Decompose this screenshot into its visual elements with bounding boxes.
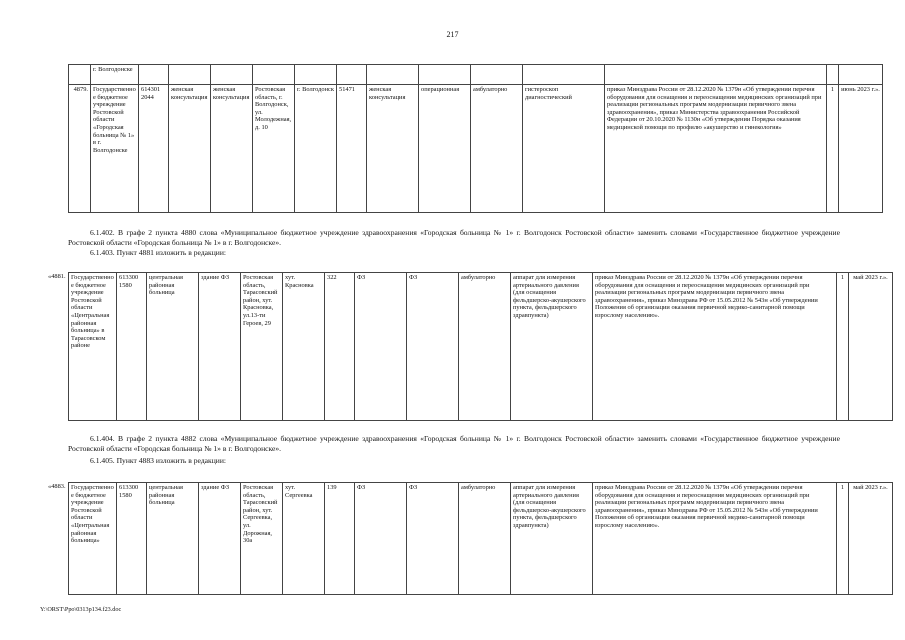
table-row-4881 (68, 272, 893, 421)
cell-equipment: гистероскоп диагностический (523, 85, 605, 213)
cell-department: женская консультация (367, 85, 419, 213)
cell-locality: хут. Красновка (283, 273, 325, 421)
cell-room: операционная (419, 85, 471, 213)
cell-equipment: аппарат для измерения артериального давления (для оснащения фельдшерско-акушерского пункта, фельдшерского здравпункта) (511, 483, 593, 595)
row-number: «4881. (48, 273, 66, 280)
cell-quantity: 1 (837, 483, 849, 595)
cell-mode: амбулаторно (459, 273, 511, 421)
table-row-4883 (68, 482, 893, 595)
cell-room: ФЗ (407, 273, 459, 421)
cell-date: май 2023 г.». (849, 483, 893, 595)
cell-quantity: 1 (837, 273, 849, 421)
cell-institution: Государственное бюджетное учреждение Ростовской области «Центральная районная больница» (69, 483, 117, 595)
cell-code: 614301 2044 (139, 85, 169, 213)
cell-number: 51471 (337, 85, 367, 213)
cell-number: 139 (325, 483, 355, 595)
cell-date: май 2023 г.». (849, 273, 893, 421)
paragraph-6-1-402: 6.1.402. В графе 2 пункта 4880 слова «Муниципальное бюджетное учреждение здравоохранения «Городская больница № 1» г. Волгодонск Ростовской области» заменить словами «Государственное бюджетное учреждение Ростовской области «Городская больница № 1» в г. Волгодонске». (68, 228, 840, 247)
cell-locality: хут. Сергеевка (283, 483, 325, 595)
cell-address: Ростовская область, Тарасовский район, хут. Красновка, ул.13-ти Героев, 29 (241, 273, 283, 421)
cell-mode: амбулаторно (471, 85, 523, 213)
cell-unit: центральная районная больница (147, 273, 199, 421)
cell-address: Ростовская область, г. Волгодонск, ул. Молодежная, д. 10 (253, 85, 295, 213)
cell-equipment: аппарат для измерения артериального давления (для оснащения фельдшерско-акушерского пункта, фельдшерского здравпункта) (511, 273, 593, 421)
cell-room: ФЗ (407, 483, 459, 595)
cell-building: здание ФЗ (199, 273, 241, 421)
cell-department: ФЗ (355, 483, 407, 595)
cell-code: 613300 1580 (117, 273, 147, 421)
paragraph-6-1-403: 6.1.403. Пункт 4881 изложить в редакции: (90, 248, 227, 257)
cell-institution: Государственное бюджетное учреждение Ростовской области «Городская больница № 1» в г. Волгодонске (91, 85, 139, 213)
cell-date: июнь 2023 г.». (839, 85, 883, 213)
footer-file-path: Y:\ORST\Ppo\0313p134.f23.doc (40, 606, 122, 613)
cell-order: приказ Минздрава России от 28.12.2020 № 1379н «Об утверждении перечня оборудования для оснащения и переоснащения медицинских организаций при реализации региональных программ модернизации первичного звена здравоохранения», приказ Минздрава РФ от 15.05.2012 № 543н «Об утверждении Положения об организации оказания первичной медико-санитарной помощи взрослому населению». (593, 483, 837, 595)
cell-code: 613300 1580 (117, 483, 147, 595)
cell-quantity: 1 (827, 85, 839, 213)
cell-mode: амбулаторно (459, 483, 511, 595)
cell-building: женская консультация (211, 85, 253, 213)
paragraph-6-1-404: 6.1.404. В графе 2 пункта 4882 слова «Муниципальное бюджетное учреждение здравоохранения «Городская больница № 1» г. Волгодонск Ростовской области» заменить словами «Государственное бюджетное учреждение Ростовской области «Городская больница № 1» в г. Волгодонске». (68, 434, 840, 453)
cell-institution: Государственное бюджетное учреждение Ростовской области «Центральная районная больница» в Тарасовском районе (69, 273, 117, 421)
cell-building: здание ФЗ (199, 483, 241, 595)
paragraph-6-1-405: 6.1.405. Пункт 4883 изложить в редакции: (90, 456, 227, 465)
cell-unit: женская консультация (169, 85, 211, 213)
cell-department: ФЗ (355, 273, 407, 421)
table-row-4879 (68, 64, 883, 213)
cell-address: Ростовская область, Тарасовский район, хут. Сергеевка, ул. Дорожная, 30а (241, 483, 283, 595)
cell-order: приказ Минздрава России от 28.12.2020 № 1379н «Об утверждении перечня оборудования для оснащения и переоснащения медицинских организаций при реализации региональных программ модернизации первичного звена здравоохранения», приказ Министерства здравоохранения Российской Федерации от 20.10.2020 № 1130н «Об утверждении Порядка оказания медицинской помощи по профилю «акушерство и гинекология» (605, 85, 827, 213)
cell-locality: г. Волгодонск (295, 85, 337, 213)
prev-row-tail: г. Волгодонске (91, 65, 139, 85)
cell-unit: центральная районная больница (147, 483, 199, 595)
row-number: 4879. (69, 85, 91, 213)
cell-order: приказ Минздрава России от 28.12.2020 № 1379н «Об утверждении перечня оборудования для оснащения и переоснащения медицинских организаций при реализации региональных программ модернизации первичного звена здравоохранения», приказ Минздрава РФ от 15.05.2012 № 543н «Об утверждении Положения об организации оказания первичной медико-санитарной помощи взрослому населению». (593, 273, 837, 421)
row-number: «4883. (48, 483, 66, 490)
cell-number: 322 (325, 273, 355, 421)
page-number: 217 (446, 30, 459, 39)
